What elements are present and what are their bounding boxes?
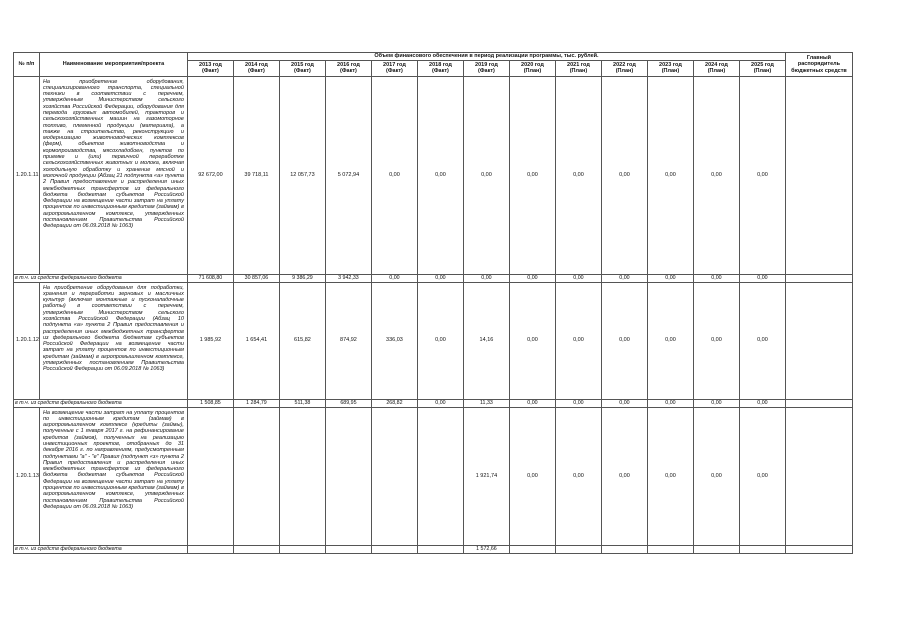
value-cell: 1 921,74 <box>463 407 509 545</box>
year-header: 2016 год (Факт) <box>325 60 371 76</box>
row-code: 1.20.1.12 <box>14 282 40 399</box>
row-description: На приобретение оборудования для подработки, хранения и переработки зерновых и масличных культур (включая монтажные и пусконаладочные работы) в соответствии с перечнем, утвержденным Министерством сельского хозяйства Российской Федерации (Абзац 10 подпункта «а» пункта 2 Правил предоставления и распределения иных межбюджетных трансфертов из федерального бюджета бюджетам субъектов Российской Федерации на возмещение части затрат на уплату процентов по инвестиционным кредитам (займам) в агропромышленном комплексе, утвержденных постановлением Правительства Российской Федерации от 06.09.2018 № 1063) <box>39 282 187 399</box>
value-cell: 14,16 <box>463 282 509 399</box>
value-cell: 0,00 <box>509 76 555 274</box>
manager-cell <box>785 545 852 553</box>
subrow-label: в т.ч. из средств федерального бюджета <box>14 399 188 407</box>
year-header: 2021 год (План) <box>555 60 601 76</box>
value-cell: 1 284,79 <box>233 399 279 407</box>
row-code: 1.20.1.13 <box>14 407 40 545</box>
value-cell <box>601 545 647 553</box>
value-cell: 0,00 <box>417 282 463 399</box>
year-header: 2018 год (Факт) <box>417 60 463 76</box>
value-cell: 30 857,06 <box>233 274 279 282</box>
manager-header: Главный распорядитель бюджетных средств <box>785 53 852 77</box>
num-header: № п/п <box>14 53 40 77</box>
value-cell: 92 672,00 <box>187 76 233 274</box>
value-cell: 0,00 <box>417 76 463 274</box>
table-subrow <box>14 399 853 407</box>
value-cell <box>371 407 417 545</box>
value-cell <box>325 407 371 545</box>
value-cell <box>555 545 601 553</box>
value-cell: 336,03 <box>371 282 417 399</box>
table-row <box>14 282 853 399</box>
value-cell <box>739 545 785 553</box>
value-cell: 0,00 <box>555 407 601 545</box>
value-cell: 0,00 <box>693 407 739 545</box>
value-cell: 0,00 <box>647 399 693 407</box>
year-header: 2017 год (Факт) <box>371 60 417 76</box>
value-cell: 0,00 <box>555 282 601 399</box>
value-cell: 0,00 <box>601 76 647 274</box>
value-cell <box>187 545 233 553</box>
value-cell: 0,00 <box>555 399 601 407</box>
subrow-label: в т.ч. из средств федерального бюджета <box>14 274 188 282</box>
subrow-label: в т.ч. из средств федерального бюджета <box>14 545 188 553</box>
value-cell: 615,82 <box>279 282 325 399</box>
value-cell: 0,00 <box>555 274 601 282</box>
value-cell: 11,33 <box>463 399 509 407</box>
value-cell: 0,00 <box>693 274 739 282</box>
value-cell <box>187 407 233 545</box>
value-cell: 1 572,66 <box>463 545 509 553</box>
value-cell: 0,00 <box>601 282 647 399</box>
year-header: 2013 год (Факт) <box>187 60 233 76</box>
row-description: На приобретение оборудования, специализированного транспорта, специальной техники в соответствии с перечнем, утвержденным Министерством сельского хозяйства Российской Федерации, оборудования для перевода грузовых автомобилей, тракторов и сельскохозяйственных машин на газомоторное топливо, племенной продукции (материала), а также на строительство, реконструкцию и модернизацию животноводческих комплексов (ферм), объектов животноводства и кормопроизводства, мясохладобоен, пунктов по приемке и (или) первичной переработке сельскохозяйственных животных и молока, включая холодильную обработку и хранение мясной и молочной продукции (Абзац 21 подпункта «а» пункта 2 Правил предоставления и распределения иных межбюджетных трансфертов из федерального бюджета бюджетам субъектов Российской Федерации на возмещение части затрат на уплату процентов по инвестиционным кредитам (займам) в агропромышленном комплексе, утвержденных постановлением Правительства Российской Федерации от 06.09.2018 № 1063) <box>39 76 187 274</box>
value-cell: 0,00 <box>739 274 785 282</box>
program-table-sheet <box>13 52 853 554</box>
value-cell: 511,38 <box>279 399 325 407</box>
manager-cell <box>785 399 852 407</box>
value-cell <box>233 407 279 545</box>
manager-cell <box>785 76 852 274</box>
name-header: Наименование мероприятия/проекта <box>39 53 187 77</box>
value-cell: 0,00 <box>509 407 555 545</box>
value-cell: 0,00 <box>739 399 785 407</box>
value-cell <box>647 545 693 553</box>
value-cell: 0,00 <box>739 407 785 545</box>
value-cell: 3 942,33 <box>325 274 371 282</box>
year-header: 2022 год (План) <box>601 60 647 76</box>
value-cell: 0,00 <box>647 274 693 282</box>
value-cell <box>417 545 463 553</box>
volume-header: Объем финансового обеспечения в период реализации программы, тыс. рублей. <box>187 53 785 61</box>
value-cell: 0,00 <box>417 399 463 407</box>
value-cell: 268,82 <box>371 399 417 407</box>
value-cell <box>233 545 279 553</box>
value-cell <box>509 545 555 553</box>
value-cell: 874,92 <box>325 282 371 399</box>
year-header: 2024 год (План) <box>693 60 739 76</box>
value-cell: 0,00 <box>463 274 509 282</box>
value-cell <box>693 545 739 553</box>
value-cell: 0,00 <box>509 282 555 399</box>
manager-cell <box>785 282 852 399</box>
table-subrow <box>14 545 853 553</box>
value-cell: 1 508,85 <box>187 399 233 407</box>
value-cell: 39 718,11 <box>233 76 279 274</box>
value-cell: 12 057,73 <box>279 76 325 274</box>
table-row <box>14 76 853 274</box>
value-cell: 0,00 <box>647 282 693 399</box>
value-cell: 0,00 <box>601 399 647 407</box>
value-cell: 0,00 <box>647 76 693 274</box>
value-cell: 0,00 <box>417 274 463 282</box>
year-header: 2025 год (План) <box>739 60 785 76</box>
value-cell <box>279 545 325 553</box>
value-cell: 1 654,41 <box>233 282 279 399</box>
value-cell: 0,00 <box>693 76 739 274</box>
value-cell: 0,00 <box>739 76 785 274</box>
year-header: 2014 год (Факт) <box>233 60 279 76</box>
value-cell: 0,00 <box>693 399 739 407</box>
manager-cell <box>785 407 852 545</box>
row-code: 1.20.1.11 <box>14 76 40 274</box>
value-cell: 9 386,29 <box>279 274 325 282</box>
value-cell <box>325 545 371 553</box>
manager-cell <box>785 274 852 282</box>
value-cell: 689,95 <box>325 399 371 407</box>
year-header: 2023 год (План) <box>647 60 693 76</box>
value-cell: 0,00 <box>509 274 555 282</box>
value-cell <box>371 545 417 553</box>
table-row <box>14 407 853 545</box>
value-cell <box>279 407 325 545</box>
value-cell <box>417 407 463 545</box>
financing-table <box>13 52 853 554</box>
value-cell: 0,00 <box>601 274 647 282</box>
value-cell: 0,00 <box>601 407 647 545</box>
value-cell: 5 072,94 <box>325 76 371 274</box>
value-cell: 0,00 <box>555 76 601 274</box>
value-cell: 0,00 <box>509 399 555 407</box>
year-header: 2019 год (Факт) <box>463 60 509 76</box>
value-cell: 0,00 <box>371 76 417 274</box>
year-header: 2020 год (План) <box>509 60 555 76</box>
year-header: 2015 год (Факт) <box>279 60 325 76</box>
value-cell: 0,00 <box>693 282 739 399</box>
table-subrow <box>14 274 853 282</box>
value-cell: 0,00 <box>371 274 417 282</box>
value-cell: 0,00 <box>647 407 693 545</box>
value-cell: 0,00 <box>463 76 509 274</box>
value-cell: 1 985,92 <box>187 282 233 399</box>
row-description: На возмещение части затрат на уплату процентов по инвестиционным кредитам (займам) в агропромышленном комплексе (кредиты (займы), полученные с 1 января 2017 г. на рефинансирование кредитов (займов), полученных на реализацию инвестиционных проектов, отобранных до 31 декабря 2016 г. по направлениям, предусмотренным подпунктами "а" - "е" Правил (подпункт «з» пункта 2 Правил предоставления и распределения иных межбюджетных трансфертов из федерального бюджета бюджетам субъектов Российской Федерации на возмещение части затрат на уплату процентов по инвестиционным кредитам (займам) в агропромышленном комплексе, утвержденных постановлением Правительства Российской Федерации от 06.09.2018 № 1063) <box>39 407 187 545</box>
value-cell: 71 608,80 <box>187 274 233 282</box>
value-cell: 0,00 <box>739 282 785 399</box>
